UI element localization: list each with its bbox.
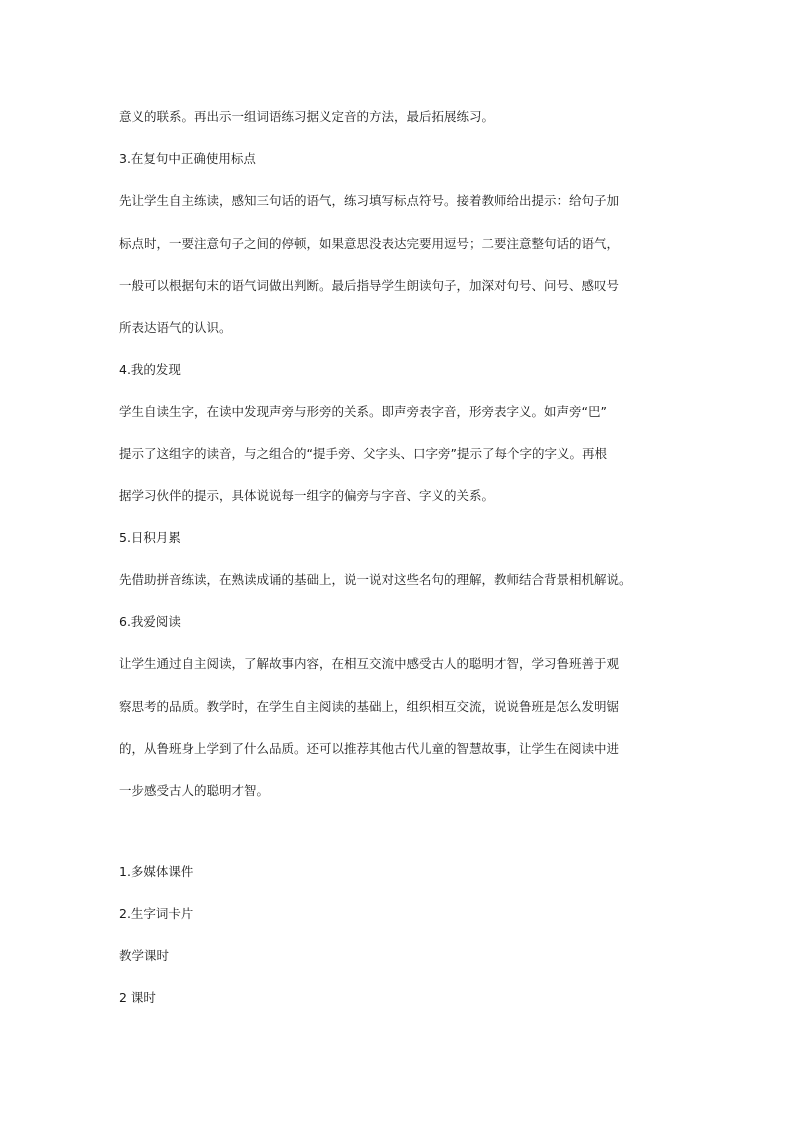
paragraph-line: 意义的联系。再出示一组词语练习据义定音的方法，最后拓展练习。	[119, 109, 495, 124]
section-heading: 教学课时	[119, 948, 170, 963]
paragraph-line: 的，从鲁班身上学到了什么品质。还可以推荐其他古代儿童的智慧故事，让学生在阅读中进	[119, 741, 620, 756]
paragraph-line: 所表达语气的认识。	[119, 320, 232, 335]
paragraph-line: 提示了这组字的读音，与之组合的“提手旁、父字头、口字旁”提示了每个字的字义。再根	[119, 446, 607, 461]
section-heading: 3.在复句中正确使用标点	[119, 151, 256, 166]
section-heading: 6.我爱阅读	[119, 614, 181, 629]
section-heading: 5.日积月累	[119, 530, 181, 545]
paragraph-line: 一般可以根据句末的语气词做出判断。最后指导学生朗读句子，加深对句号、问号、感叹号	[119, 278, 620, 293]
paragraph-line: 2 课时	[119, 990, 156, 1005]
paragraph-line: 一步感受古人的聪明才智。	[119, 783, 270, 798]
paragraph-line: 让学生通过自主阅读，了解故事内容，在相互交流中感受古人的聪明才智，学习鲁班善于观	[119, 656, 620, 671]
paragraph-line: 据学习伙伴的提示，具体说说每一组字的偏旁与字音、字义的关系。	[119, 488, 495, 503]
list-item: 1.多媒体课件	[119, 864, 194, 879]
paragraph-line: 先让学生自主练读，感知三句话的语气，练习填写标点符号。接着教师给出提示：给句子加	[119, 193, 620, 208]
paragraph-line: 标点时，一要注意句子之间的停顿，如果意思没表达完要用逗号；二要注意整句话的语气，	[119, 236, 620, 251]
paragraph-line: 察思考的品质。教学时，在学生自主阅读的基础上，组织相互交流，说说鲁班是怎么发明锯	[119, 699, 620, 714]
paragraph-line: 学生自读生字，在读中发现声旁与形旁的关系。即声旁表字音，形旁表字义。如声旁“巴”	[119, 404, 607, 419]
list-item: 2.生字词卡片	[119, 906, 194, 921]
section-heading: 4.我的发现	[119, 362, 181, 377]
paragraph-line: 先借助拼音练读，在熟读成诵的基础上，说一说对这些名句的理解，教师结合背景相机解说。	[119, 572, 632, 587]
